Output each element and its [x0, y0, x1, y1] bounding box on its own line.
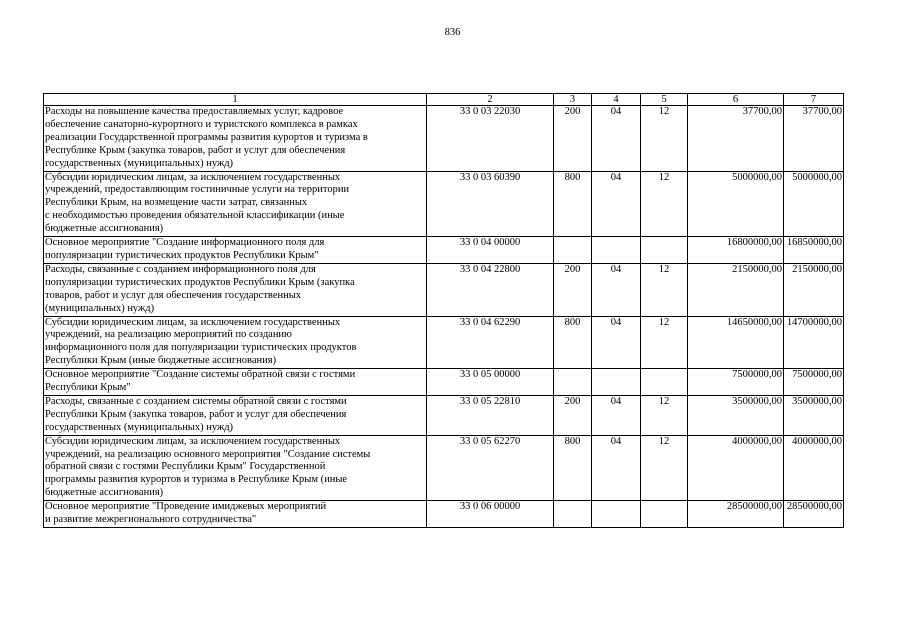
cell-pr	[641, 237, 688, 264]
cell-name-line: Расходы на повышение качества предоставляемых услуг, кадровое	[45, 106, 344, 117]
cell-rz: 04	[592, 395, 641, 435]
table-row	[44, 237, 844, 264]
cell-name-line: государственных (муниципальных) нужд)	[45, 157, 234, 169]
cell-name-line: популяризации туристических продуктов Республики Крым"	[45, 249, 319, 261]
cell-vr: 200	[554, 395, 592, 435]
cell-name-line: товаров, работ и услуг для обеспечения государственных	[45, 289, 302, 301]
cell-pr	[641, 501, 688, 528]
cell-rz	[592, 369, 641, 396]
cell-name-line: Основное мероприятие "Создание системы обратной связи с гостями	[45, 369, 356, 381]
cell-pr: 12	[641, 106, 688, 172]
table-row	[44, 435, 844, 501]
cell-name-line: Субсидии юридическим лицам, за исключением государственных	[45, 316, 341, 328]
table-row	[44, 263, 844, 316]
cell-sum2: 4000000,00	[784, 435, 844, 501]
cell-rz: 04	[592, 171, 641, 237]
cell-code: 33 0 06 00000	[427, 501, 554, 528]
table-row	[44, 171, 844, 237]
cell-sum1: 16800000,00	[688, 237, 784, 264]
cell-name-line: Субсидии юридическим лицам, за исключением государственных	[45, 171, 341, 183]
cell-code: 33 0 03 22030	[427, 106, 554, 172]
cell-sum2: 7500000,00	[784, 369, 844, 396]
cell-sum2: 2150000,00	[784, 263, 844, 316]
cell-sum2: 3500000,00	[784, 395, 844, 435]
cell-name-line: Основное мероприятие "Создание информационного поля для	[45, 237, 325, 249]
cell-name-line: государственных (муниципальных) нужд)	[45, 421, 234, 433]
cell-name	[44, 237, 427, 264]
table-row	[44, 316, 844, 369]
table-row	[44, 106, 844, 172]
cell-sum1: 4000000,00	[688, 435, 784, 501]
budget-table	[43, 93, 844, 528]
header-cell-name: 1	[44, 94, 427, 106]
cell-code: 33 0 04 22800	[427, 263, 554, 316]
cell-name-line: реализации Государственной программы развития курортов и туризма в	[45, 131, 368, 143]
cell-rz: 04	[592, 263, 641, 316]
cell-sum2: 5000000,00	[784, 171, 844, 237]
cell-vr: 800	[554, 316, 592, 369]
cell-name-line: программы развития курортов и туризма в Республике Крым (иные	[45, 474, 348, 486]
header-cell-code: 2	[427, 94, 554, 106]
cell-pr: 12	[641, 263, 688, 316]
cell-name	[44, 501, 427, 528]
cell-rz	[592, 237, 641, 264]
cell-sum1: 2150000,00	[688, 263, 784, 316]
cell-code: 33 0 04 00000	[427, 237, 554, 264]
cell-sum1: 7500000,00	[688, 369, 784, 396]
table-header	[44, 94, 844, 106]
cell-rz	[592, 501, 641, 528]
header-row	[44, 94, 844, 106]
cell-sum1: 3500000,00	[688, 395, 784, 435]
cell-code: 33 0 03 60390	[427, 171, 554, 237]
cell-name	[44, 316, 427, 369]
cell-name-line: и развитие межрегионального сотрудничества"	[45, 514, 257, 526]
cell-vr: 800	[554, 171, 592, 237]
table-row	[44, 501, 844, 528]
cell-name-line: Субсидии юридическим лицам, за исключением государственных	[45, 435, 341, 447]
cell-name-line: Расходы, связанные с созданием информационного поля для	[45, 263, 316, 275]
cell-rz: 04	[592, 316, 641, 369]
cell-name-line: Расходы, связанные с созданием системы обратной связи с гостями	[45, 395, 347, 407]
header-cell-pr: 5	[641, 94, 688, 106]
cell-sum1: 28500000,00	[688, 501, 784, 528]
cell-name-line: бюджетные ассигнования)	[45, 487, 164, 499]
cell-name-line: обратной связи с гостями Республики Крым" Государственной	[45, 461, 326, 473]
cell-vr	[554, 501, 592, 528]
cell-sum2: 28500000,00	[784, 501, 844, 528]
cell-name-line: популяризации туристических продуктов Республики Крым (закупка	[45, 276, 355, 288]
cell-name-line: Республике Крым (закупка товаров, работ и услуг для обеспечения	[45, 144, 346, 156]
cell-sum1: 14650000,00	[688, 316, 784, 369]
cell-name	[44, 395, 427, 435]
cell-name-line: Республики Крым, на возмещение части затрат, связанных	[45, 197, 308, 209]
cell-name-line: бюджетные ассигнования)	[45, 223, 164, 235]
header-cell-sum1: 6	[688, 94, 784, 106]
cell-name	[44, 263, 427, 316]
header-cell-sum2: 7	[784, 94, 844, 106]
cell-name-line: (муниципальных) нужд)	[45, 302, 155, 314]
cell-pr	[641, 369, 688, 396]
cell-code: 33 0 05 22810	[427, 395, 554, 435]
cell-sum1: 5000000,00	[688, 171, 784, 237]
cell-name-line: с необходимостью проведения обязательной классификации (иные	[45, 210, 345, 222]
table-row	[44, 395, 844, 435]
cell-name-line: учреждений, на реализацию основного мероприятия "Создание системы	[45, 448, 371, 460]
cell-name-line: Основное мероприятие "Проведение имиджевых мероприятий	[45, 501, 327, 513]
cell-vr: 800	[554, 435, 592, 501]
cell-name	[44, 369, 427, 396]
cell-name	[44, 106, 427, 172]
cell-code: 33 0 05 62270	[427, 435, 554, 501]
cell-name-line: Республики Крым"	[45, 382, 131, 394]
cell-sum2: 14700000,00	[784, 316, 844, 369]
cell-pr: 12	[641, 395, 688, 435]
cell-pr: 12	[641, 435, 688, 501]
table-row	[44, 369, 844, 396]
cell-vr	[554, 369, 592, 396]
cell-name-line: учреждений, предоставляющим гостиничные услуги на территории	[45, 184, 350, 196]
header-cell-rz: 4	[592, 94, 641, 106]
cell-vr: 200	[554, 106, 592, 172]
cell-code: 33 0 05 00000	[427, 369, 554, 396]
cell-rz: 04	[592, 106, 641, 172]
cell-name	[44, 435, 427, 501]
cell-name-line: обеспечение санаторно-курортного и туристского комплекса в рамках	[45, 118, 358, 130]
cell-sum2: 16850000,00	[784, 237, 844, 264]
cell-vr: 200	[554, 263, 592, 316]
header-cell-vr: 3	[554, 94, 592, 106]
cell-sum1: 37700,00	[688, 106, 784, 172]
cell-pr: 12	[641, 171, 688, 237]
cell-name	[44, 171, 427, 237]
cell-name-line: учреждений, на реализацию мероприятий по созданию	[45, 329, 292, 341]
cell-name-line: Республики Крым (закупка товаров, работ и услуг для обеспечения	[45, 408, 347, 420]
cell-pr: 12	[641, 316, 688, 369]
cell-name-line: информационного поля для популяризации туристических продуктов	[45, 342, 357, 354]
cell-sum2: 37700,00	[784, 106, 844, 172]
table-body	[44, 106, 844, 528]
cell-code: 33 0 04 62290	[427, 316, 554, 369]
page-number: 836	[444, 27, 461, 38]
cell-rz: 04	[592, 435, 641, 501]
cell-vr	[554, 237, 592, 264]
cell-name-line: Республики Крым (иные бюджетные ассигнования)	[45, 355, 277, 367]
